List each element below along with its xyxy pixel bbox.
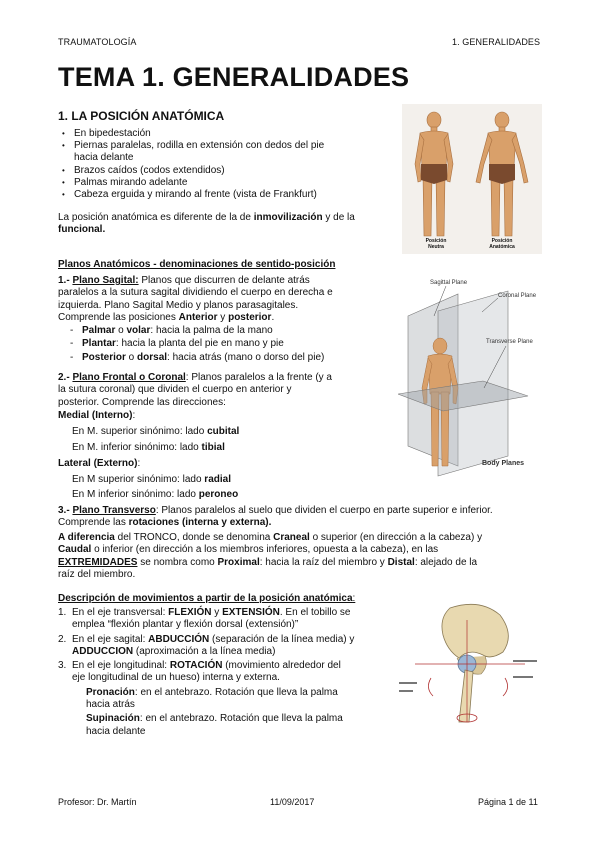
list-item: • Piernas paralelas, rodilla en extensión con dedos del pie hacia delante — [60, 140, 390, 164]
section-heading-anatomical-position: 1. LA POSICIÓN ANATÓMICA — [58, 109, 225, 123]
anatomical-position-list — [60, 128, 390, 201]
medial-upper: En M. superior sinónimo: lado cubital — [72, 426, 240, 437]
lateral-label: Lateral (Externo): — [58, 458, 141, 469]
sagittal-directions — [68, 325, 388, 364]
footer-date: 11/09/2017 — [270, 797, 315, 807]
label-body-planes: Body Planes — [482, 460, 525, 467]
list-item: • Palmas mirando adelante — [60, 177, 390, 189]
lateral-lower: En M inferior sinónimo: lado peroneo — [72, 489, 239, 500]
neutral-shorts — [421, 164, 447, 184]
hip-joint-figure — [395, 600, 545, 725]
list-item: - Palmar o volar: hacia la palma de la mano — [68, 325, 388, 337]
movements-heading: Descripción de movimientos a partir de la posición anatómica: — [58, 593, 356, 604]
lateral-upper: En M superior sinónimo: lado radial — [72, 474, 231, 485]
list-item: 3. En el eje longitudinal: ROTACIÓN (movimiento alrededor del eje longitudinal de un hueso) interna y externa. — [58, 660, 341, 684]
body-planes-figure — [398, 276, 548, 481]
hip-joint-illustration — [395, 600, 545, 725]
list-item: - Plantar: hacia la planta del pie en mano y pie — [68, 338, 388, 350]
label-transverse-plane: Transverse Plane — [486, 339, 533, 345]
medial-lower: En M. inferior sinónimo: lado tibial — [72, 442, 225, 453]
pronation-note: Pronación: en el antebrazo. Rotación que lleva la palma hacia atrás — [86, 686, 338, 711]
transverse-plane-paragraph: 3.- Plano Transverso: Planos paralelos al suelo que dividen el cuerpo en parte superior e inferior. Comprende las rotaciones (interna y externa). — [58, 505, 493, 529]
list-item: • Brazos caídos (codos extendidos) — [60, 165, 390, 177]
extremities-paragraph: A diferencia del TRONCO, donde se denomina Craneal o superior (en dirección a la cabeza) y Caudal o inferior (en dirección a los miembros inferiores, opuesta a la cabeza), en las EXTREMIDADES se nombra como Proximal: hacia la raíz del miembro y Distal: alejado de la raíz del miembro. — [58, 532, 483, 580]
list-item: 2. En el eje sagital: ABDUCCIÓN (separación de la línea media) y ADDUCCION (aproximación a la línea media) — [58, 633, 355, 657]
label-coronal-plane: Coronal Plane — [498, 293, 537, 299]
position-note: La posición anatómica es diferente de la de inmovilización y de la funcional. — [58, 212, 355, 236]
list-item: - Posterior o dorsal: hacia atrás (mano o dorso del pie) — [68, 352, 388, 364]
frontal-plane-paragraph: 2.- Plano Frontal o Coronal: Planos paralelos a la frente (y a la sutura coronal) que dividen el cuerpo en anterior y posterior. Comprende las direcciones: — [58, 372, 332, 408]
header-right: 1. GENERALIDADES — [452, 37, 541, 47]
caption-neutral: Posición Neutra — [425, 238, 447, 250]
anatomical-position-figure — [402, 104, 542, 254]
caption-anatomical: Posición Anatómica — [489, 238, 515, 250]
movements-list — [58, 607, 388, 738]
pelvis-shape — [442, 604, 508, 658]
footer-page-number: Página 1 de 11 — [478, 797, 538, 807]
sagittal-plane-paragraph: 1.- Plano Sagital: Planos que discurren de delante atrás paralelos a la sutura sagital dividiendo el cuerpo en derecha e izquierda. Plano Sagital Medio y planos parasagitales. Comprende las posiciones Anterior y posterior. — [58, 275, 333, 323]
header-left: TRAUMATOLOGÍA — [58, 37, 137, 47]
body-planes-illustration — [398, 276, 548, 481]
page-title: TEMA 1. GENERALIDADES — [58, 62, 410, 92]
supination-note: Supinación: en el antebrazo. Rotación que lleva la palma hacia delante — [86, 713, 343, 737]
list-item: 1. En el eje transversal: FLEXIÓN y EXTENSIÓN. En el tobillo se emplea “flexión plantar y flexión dorsal (extensión)” — [58, 607, 351, 631]
anatomical-position-illustration — [402, 104, 542, 254]
label-sagittal-plane: Sagittal Plane — [430, 280, 468, 286]
list-item: • Cabeza erguida y mirando al frente (vista de Frankfurt) — [60, 189, 390, 201]
list-item: • En bipedestación — [60, 128, 390, 140]
planes-heading: Planos Anatómicos - denominaciones de sentido-posición — [58, 259, 336, 270]
footer-author: Profesor: Dr. Martín — [58, 797, 137, 807]
medial-label: Medial (Interno): — [58, 410, 136, 421]
anatomical-shorts — [489, 164, 515, 184]
